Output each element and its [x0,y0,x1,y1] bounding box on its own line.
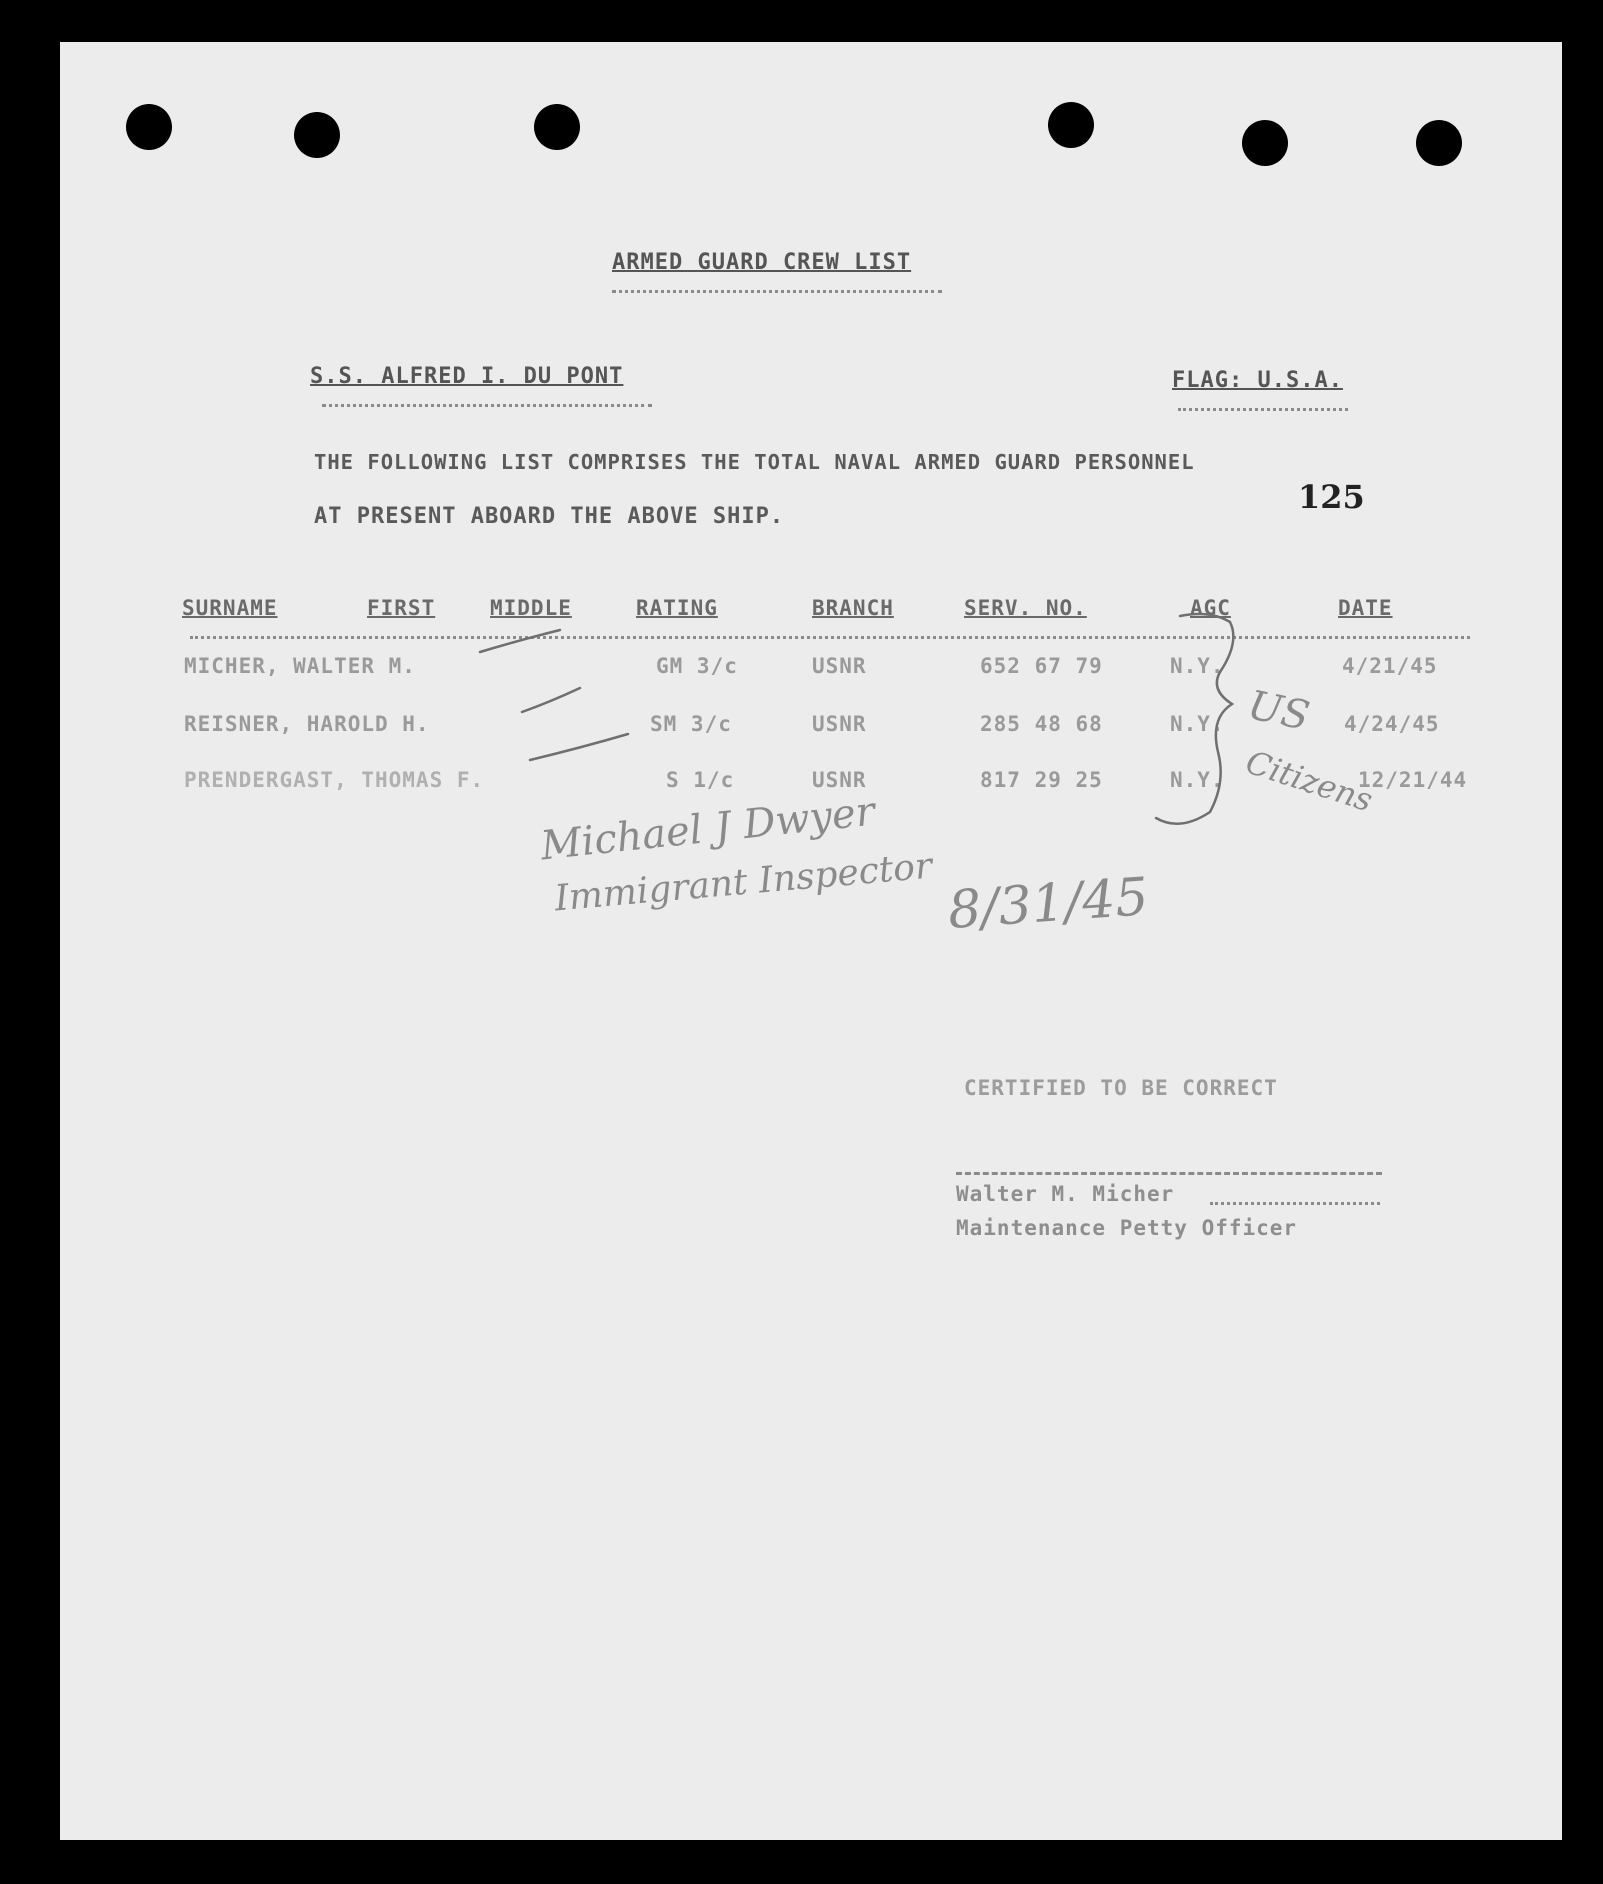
document-title: ARMED GUARD CREW LIST [612,250,912,275]
document-page [60,42,1562,1840]
col-middle: MIDDLE [490,596,572,620]
row-3-serv-no: 817 29 25 [980,768,1103,792]
dash-stroke-3 [530,734,628,760]
signature-line [956,1172,1382,1175]
col-surname: SURNAME [182,596,278,620]
dash-stroke-1 [480,630,560,652]
row-3-agc: N.Y. [1170,768,1225,792]
row-1-rating: GM 3/c [656,654,738,678]
inspection-date: 8/31/45 [946,867,1151,941]
pen-strokes [60,42,1562,1840]
row-2-agc: N.Y. [1170,712,1225,736]
row-2-rating: SM 3/c [650,712,732,736]
col-agc: AGC [1190,596,1231,620]
col-date: DATE [1338,596,1393,620]
row-1-date: 4/21/45 [1342,654,1438,678]
inspector-title: Immigrant Inspector [552,845,934,920]
handwritten-citizens: Citizens [1241,742,1378,820]
row-2-branch: USNR [812,712,867,736]
row-2-date: 4/24/45 [1344,712,1440,736]
row-3-branch: USNR [812,768,867,792]
signer-name-dots [1210,1202,1380,1205]
intro-line-2: AT PRESENT ABOARD THE ABOVE SHIP. [314,504,785,529]
row-2-serv-no: 285 48 68 [980,712,1103,736]
row-3-name: PRENDERGAST, THOMAS F. [184,768,485,792]
signer-title: Maintenance Petty Officer [956,1216,1298,1240]
row-3-rating: S 1/c [666,768,735,792]
row-1-agc: N.Y. [1170,654,1225,678]
inspector-signature: Michael J Dwyer [538,788,877,870]
certified-statement: CERTIFIED TO BE CORRECT [964,1076,1278,1100]
flag-label: FLAG: U.S.A. [1172,368,1343,393]
col-rating: RATING [636,596,718,620]
intro-line-1: THE FOLLOWING LIST COMPRISES THE TOTAL NAVAL ARMED GUARD PERSONNEL [314,450,1195,474]
dash-stroke-2 [522,688,580,712]
col-first: FIRST [367,596,436,620]
col-branch: BRANCH [812,596,894,620]
ship-name: S.S. ALFRED I. DU PONT [310,364,624,389]
row-1-name: MICHER, WALTER M. [184,654,416,678]
row-2-name: REISNER, HAROLD H. [184,712,430,736]
row-1-serv-no: 652 67 79 [980,654,1103,678]
col-serv-no: SERV. NO. [964,596,1087,620]
page-number: 125 [1298,478,1365,516]
signer-name: Walter M. Micher [956,1182,1175,1206]
bracket-stroke [1156,614,1233,824]
handwritten-us: US [1243,682,1314,740]
row-3-date: 12/21/44 [1358,768,1468,792]
row-1-branch: USNR [812,654,867,678]
